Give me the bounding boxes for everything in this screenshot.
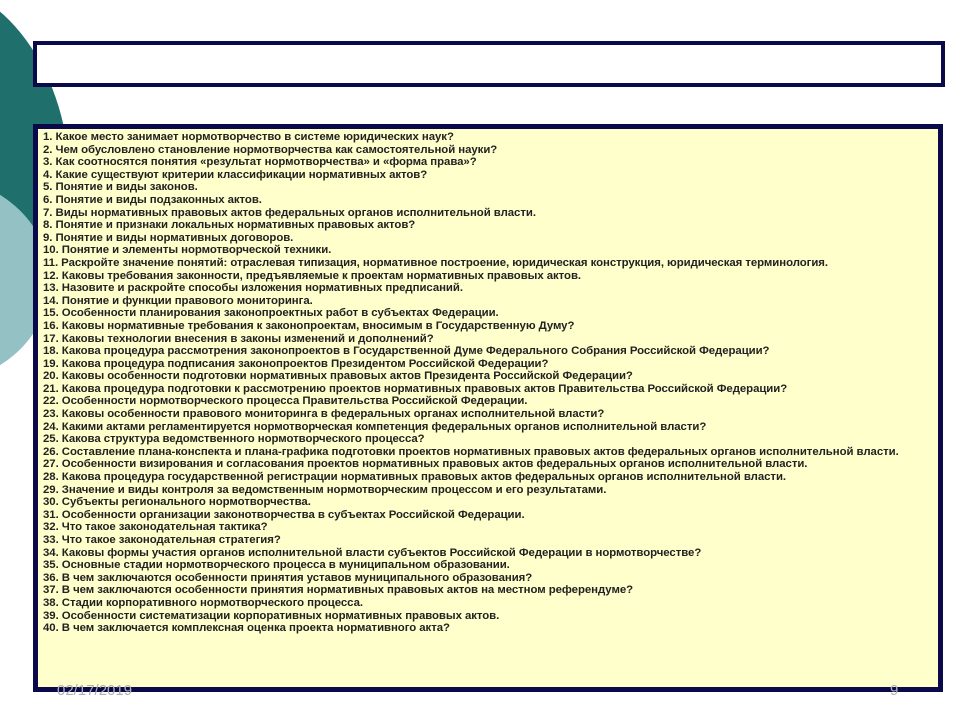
question-item: 20. Каковы особенности подготовки нормативных правовых актов Президента Российской Федерации? — [43, 370, 633, 383]
question-item: 19. Какова процедура подписания законопроектов Президентом Российской Федерации? — [43, 357, 549, 370]
question-item: 13. Назовите и раскройте способы изложения нормативных предписаний. — [43, 282, 463, 295]
question-item: 39. Особенности систематизации корпоративных нормативных правовых актов. — [43, 609, 500, 622]
questions-panel — [33, 124, 943, 692]
question-item: 15. Особенности планирования законопроектных работ в субъектах Федерации. — [43, 307, 499, 320]
question-item: 16. Каковы нормативные требования к законопроектам, вносимым в Государственную Думу? — [43, 319, 575, 332]
question-item: 8. Понятие и признаки локальных нормативных правовых актов? — [43, 219, 416, 232]
question-item: 28. Какова процедура государственной регистрации нормативных правовых актов федеральных органов исполнительной власти. — [43, 471, 787, 484]
question-item: 27. Особенности визирования и согласования проектов нормативных правовых актов федеральных органов исполнительной власти. — [43, 458, 808, 471]
question-item: 23. Каковы особенности правового мониторинга в федеральных органах исполнительной власти? — [43, 408, 605, 421]
question-item: 26. Составление плана-конспекта и плана-графика подготовки проектов нормативных правовых актов федеральных органов исполнительной власти. — [43, 445, 899, 458]
question-item: 5. Понятие и виды законов. — [43, 181, 198, 194]
question-item: 37. В чем заключаются особенности принятия нормативных правовых актов на местном референдуме? — [43, 584, 634, 597]
question-item: 31. Особенности организации законотворчества в субъектах Российской Федерации. — [43, 508, 525, 521]
question-item: 2. Чем обусловлено становление нормотворчества как самостоятельной науки? — [43, 143, 498, 156]
question-item: 3. Как соотносятся понятия «результат нормотворчества» и «форма права»? — [43, 156, 477, 169]
question-item: 1. Какое место занимает нормотворчество в системе юридических наук? — [43, 131, 454, 143]
questions-list — [38, 129, 938, 635]
question-item: 32. Что такое законодательная тактика? — [43, 521, 268, 534]
question-item: 14. Понятие и функции правового мониторинга. — [43, 294, 313, 307]
question-item: 18. Какова процедура рассмотрения законопроектов в Государственной Думе Федерального Собрания Российской Федерации? — [43, 345, 770, 358]
question-item: 24. Какими актами регламентируется нормотворческая компетенция федеральных органов исполнительной власти? — [43, 420, 707, 433]
page-number: 9 — [890, 682, 899, 699]
question-item: 36. В чем заключаются особенности принятия уставов муниципального образования? — [43, 571, 533, 584]
question-item: 29. Значение и виды контроля за ведомственным нормотворческим процессом и его результатами. — [43, 483, 607, 496]
question-item: 12. Каковы требования законности, предъявляемые к проектам нормативных правовых актов. — [43, 269, 582, 282]
question-item: 6. Понятие и виды подзаконных актов. — [43, 193, 262, 206]
question-item: 17. Каковы технологии внесения в законы изменений и дополнений? — [43, 332, 434, 345]
question-item: 35. Основные стадии нормотворческого процесса в муниципальном образовании. — [43, 559, 510, 572]
question-item: 22. Особенности нормотворческого процесса Правительства Российской Федерации. — [43, 395, 528, 408]
question-item: 25. Какова структура ведомственного нормотворческого процесса? — [43, 433, 425, 446]
question-item: 4. Какие существуют критерии классификации нормативных актов? — [43, 168, 428, 181]
question-item: 11. Раскройте значение понятий: отраслевая типизация, нормативное построение, юридическая конструкция, юридическая терминология. — [43, 256, 829, 269]
question-item: 10. Понятие и элементы нормотворческой техники. — [43, 244, 332, 257]
question-item: 9. Понятие и виды нормативных договоров. — [43, 231, 294, 244]
slide-title-box — [33, 41, 945, 87]
question-item: 38. Стадии корпоративного нормотворческого процесса. — [43, 596, 363, 609]
footer-date: 02/17/2019 — [57, 682, 133, 699]
question-item: 21. Какова процедура подготовки к рассмотрению проектов нормативных правовых актов Правительства Российской Федерации? — [43, 382, 788, 395]
question-item: 30. Субъекты регионального нормотворчества. — [43, 496, 311, 509]
question-item: 7. Виды нормативных правовых актов федеральных органов исполнительной власти. — [43, 206, 536, 219]
question-item: 40. В чем заключается комплексная оценка проекта нормативного акта? — [43, 622, 450, 635]
question-item: 33. Что такое законодательная стратегия? — [43, 534, 281, 546]
question-item: 34. Каковы формы участия органов исполнительной власти субъектов Российской Федерации в нормотворчестве? — [43, 546, 702, 559]
